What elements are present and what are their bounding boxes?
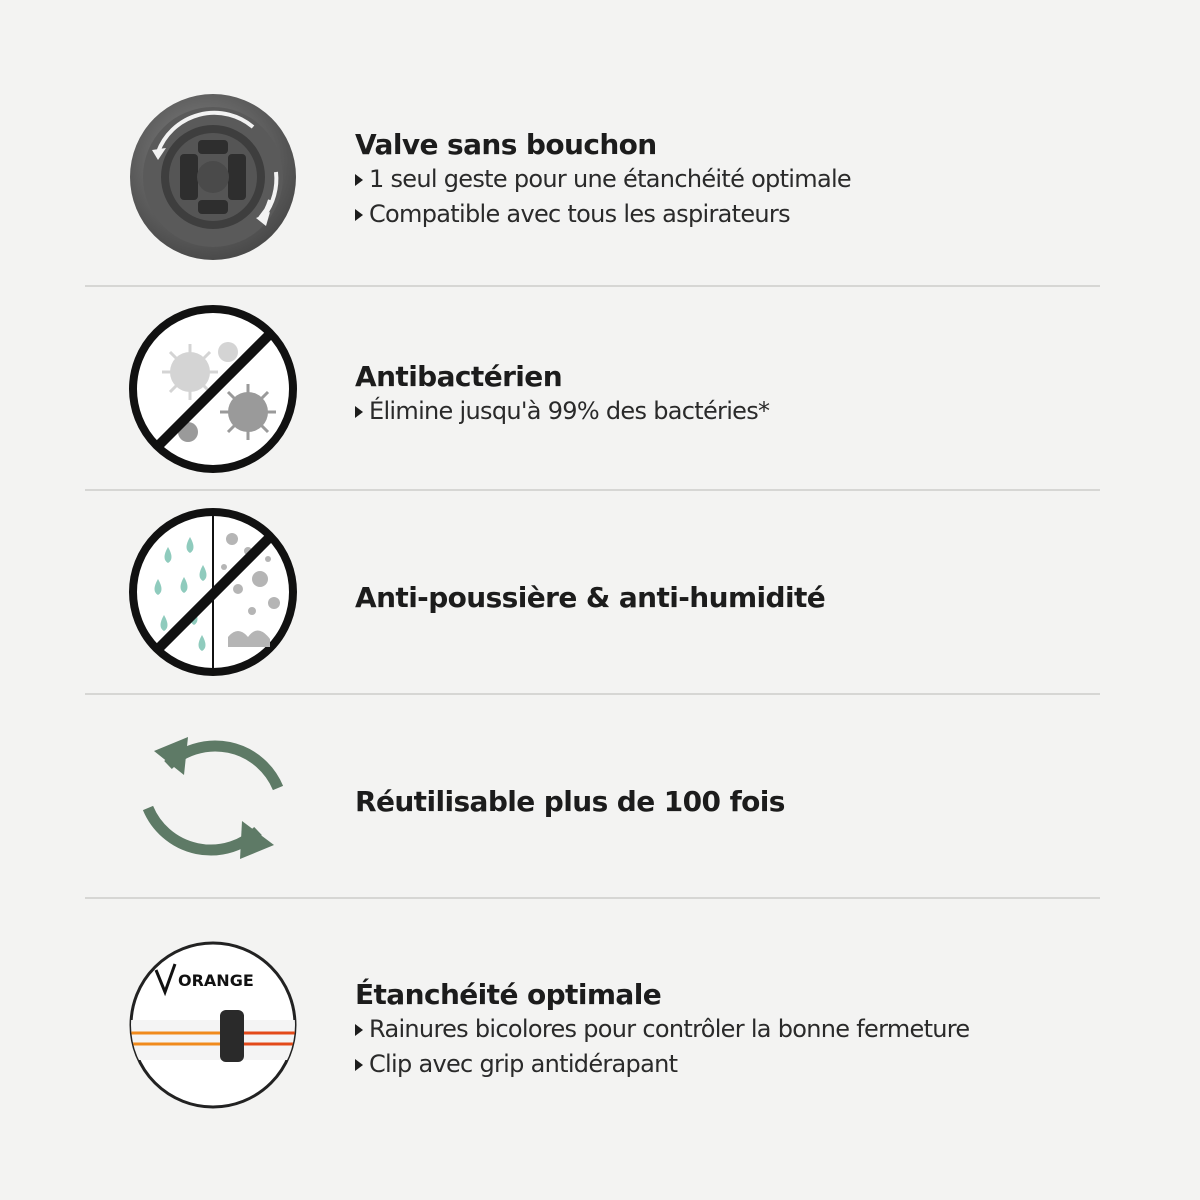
divider	[85, 897, 1100, 899]
feature-title: Valve sans bouchon	[355, 128, 657, 161]
divider	[85, 285, 1100, 287]
feature-title: Réutilisable plus de 100 fois	[355, 785, 785, 818]
feature-bullet: Rainures bicolores pour contrôler la bonne fermeture	[355, 1012, 970, 1047]
no-dust-humidity-icon	[128, 507, 298, 677]
feature-text	[355, 785, 785, 819]
feature-bullet: Clip avec grip antidérapant	[355, 1047, 970, 1082]
bullet-triangle-icon	[355, 406, 363, 418]
feature-title: Antibactérien	[355, 360, 563, 393]
divider	[85, 693, 1100, 695]
bullet-triangle-icon	[355, 1059, 363, 1071]
bullet-triangle-icon	[355, 209, 363, 221]
feature-bullet: Compatible avec tous les aspirateurs	[355, 197, 851, 232]
divider	[85, 489, 1100, 491]
feature-text	[355, 360, 769, 429]
no-bacteria-icon	[128, 304, 298, 474]
bullet-triangle-icon	[355, 1024, 363, 1036]
feature-title: Étanchéité optimale	[355, 978, 662, 1011]
orange-seal-clip-icon	[128, 940, 298, 1110]
seal-label: ORANGE	[178, 971, 254, 990]
feature-bullet: 1 seul geste pour une étanchéité optimale	[355, 162, 851, 197]
feature-text	[355, 128, 851, 232]
feature-bullet: Élimine jusqu'à 99% des bactéries*	[355, 394, 769, 429]
reuse-arrows-icon	[128, 713, 298, 883]
feature-text	[355, 978, 970, 1082]
bullet-triangle-icon	[355, 174, 363, 186]
feature-text	[355, 581, 825, 615]
feature-title: Anti-poussière & anti-humidité	[355, 581, 826, 614]
valve-icon	[128, 92, 298, 262]
